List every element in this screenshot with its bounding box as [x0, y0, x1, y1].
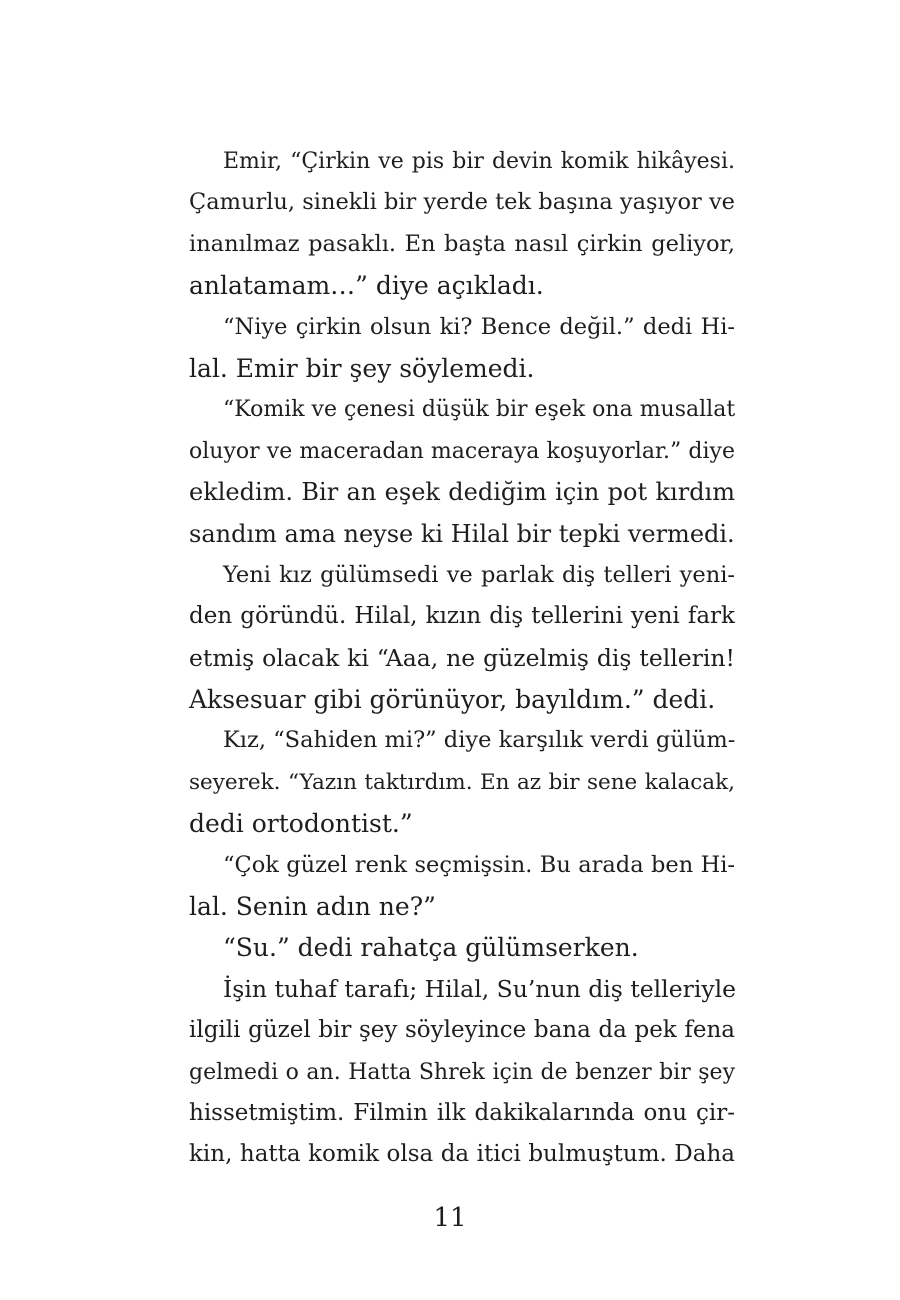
text-line: sandım ama neyse ki Hilal bir tepki vermedi. — [189, 519, 735, 548]
text-line: inanılmaz pasaklı. En başta nasıl çirkin geliyor, — [189, 230, 735, 257]
text-line: den göründü. Hilal, kızın diş tellerini yeni fark — [189, 603, 735, 630]
text-line: kin, hatta komik olsa da itici bulmuştum. Daha — [189, 1141, 735, 1168]
text-line: ilgili güzel bir şey söyleyince bana da pek fena — [189, 1017, 735, 1044]
text-line: Aksesuar gibi görünüyor, bayıldım.” dedi. — [189, 685, 716, 715]
body-text — [189, 141, 735, 1176]
text-line: oluyor ve maceradan maceraya koşuyorlar.” diye — [189, 438, 735, 464]
text-line: gelmedi o an. Hatta Shrek için de benzer bir şey — [189, 1059, 735, 1085]
text-line: “Niye çirkin olsun ki? Bence değil.” dedi Hi- — [223, 313, 735, 340]
text-line: Çamurlu, sinekli bir yerde tek başına yaşıyor ve — [189, 189, 735, 216]
text-line: etmiş olacak ki “Aaa, ne güzelmiş diş tellerin! — [189, 643, 735, 672]
text-line: “Su.” dedi rahatça gülümserken. — [223, 933, 639, 963]
text-line: Yeni kız gülümsedi ve parlak diş telleri yeni- — [223, 561, 735, 588]
text-line: “Çok güzel renk seçmişsin. Bu arada ben Hi- — [223, 851, 735, 878]
text-line: anlatamam…” diye açıkladı. — [189, 271, 544, 301]
text-line: seyerek. “Yazın taktırdım. En az bir sene kalacak, — [189, 769, 735, 795]
text-line: lal. Senin adın ne?” — [189, 892, 436, 922]
text-line: lal. Emir bir şey söylemedi. — [189, 353, 535, 383]
text-line: hissetmiştim. Filmin ilk dakikalarında onu çir- — [189, 1099, 735, 1126]
text-line: “Komik ve çenesi düşük bir eşek ona musallat — [223, 397, 736, 423]
text-line: Kız, “Sahiden mi?” diye karşılık verdi gülüm- — [223, 727, 736, 754]
text-line: dedi ortodontist.” — [189, 809, 413, 839]
text-line: Emir, “Çirkin ve pis bir devin komik hikâyesi. — [223, 149, 735, 174]
text-line: ekledim. Bir an eşek dediğim için pot kırdım — [189, 478, 735, 507]
text-line: İşin tuhaf tarafı; Hilal, Su’nun diş telleriyle — [223, 974, 737, 1003]
page-number: 11 — [433, 1203, 467, 1233]
